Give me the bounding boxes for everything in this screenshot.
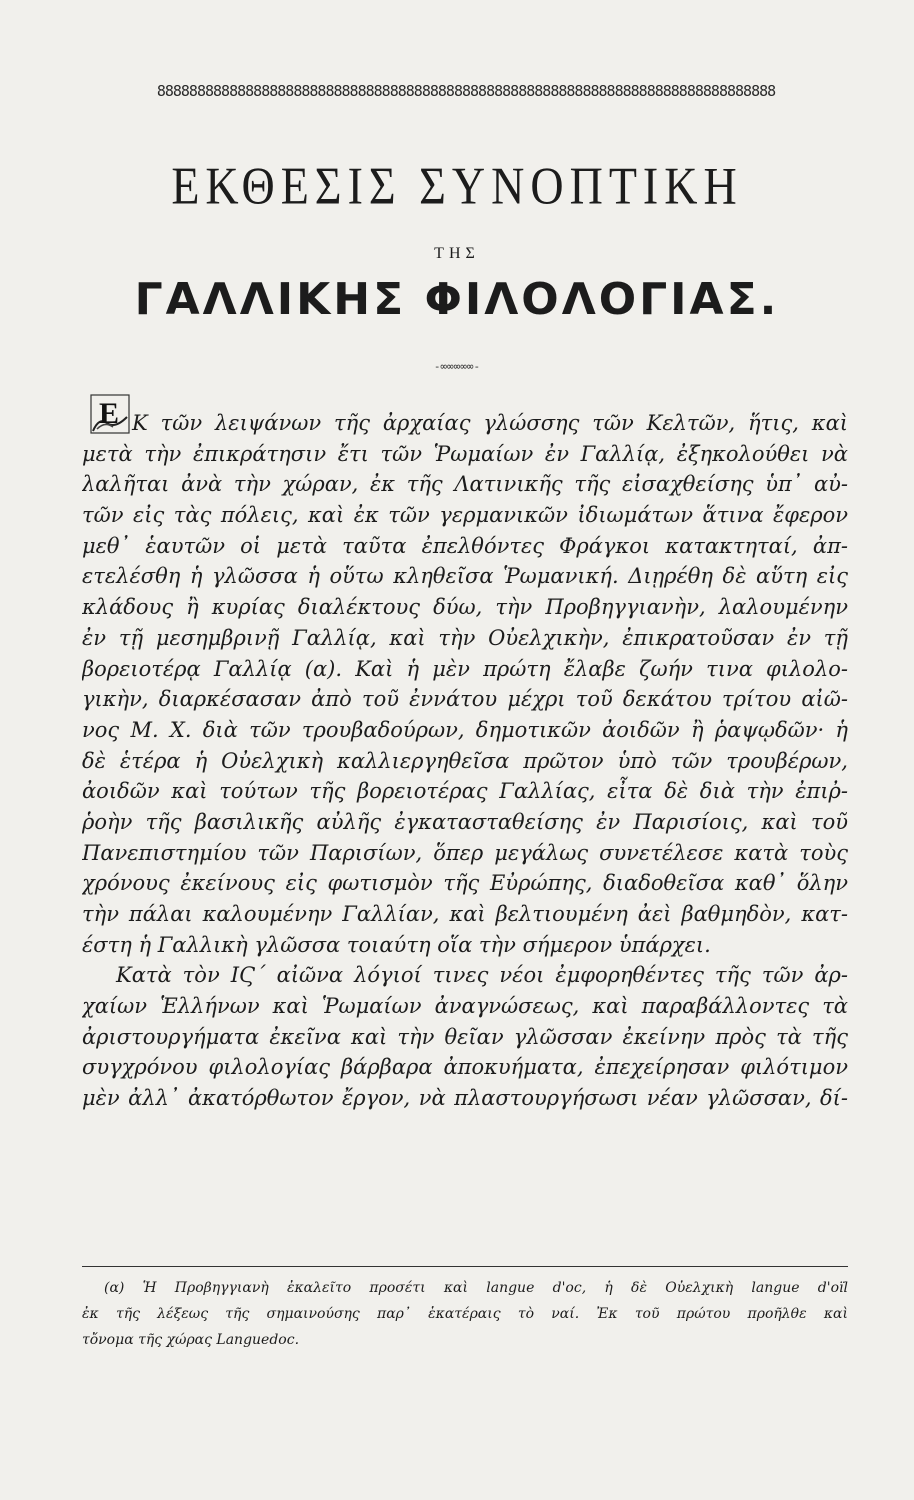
title-line-2: ΤΗΣ (434, 245, 480, 262)
text-line: ῥοὴν τῆς βασιλικῆς αὐλῆς ἐγκατασταθείσης ἐν Παρισίοις, καὶ τοῦ (82, 809, 848, 834)
footnote-divider (82, 1266, 848, 1267)
text-line: ἀριστουργήματα ἐκεῖνα καὶ τὴν θεῖαν γλῶσσαν ἐκείνην πρὸς τὰ τῆς (82, 1024, 848, 1049)
text-line: συγχρόνου φιλολογίας βάρβαρα ἀποκυήματα, ἐπεχείρησαν φιλότιμον (82, 1055, 848, 1080)
small-ornament: -∞∞∞∞∞- (433, 360, 481, 373)
text-line: ἐν τῇ μεσημβρινῇ Γαλλίᾳ, καὶ τὴν Οὐελχικὴν, ἐπικρατοῦσαν ἐν τῇ (82, 625, 848, 650)
text-line: χρόνους ἐκείνους εἰς φωτισμὸν τῆς Εὐρώπης, διαδοθεῖσα καθ᾽ ὅλην (82, 871, 848, 896)
text-line: δὲ ἑτέρα ἡ Οὐελχικὴ καλλιεργηθεῖσα πρῶτον ὑπὸ τῶν τρουβέρων, (82, 748, 848, 773)
footnote-line: τὄνομα τῆς χώρας Languedoc. (82, 1332, 300, 1348)
text-line: νος Μ. Χ. διὰ τῶν τρουβαδούρων, δημοτικῶν ἀοιδῶν ἢ ῥαψῳδῶν· ἡ (82, 717, 848, 742)
text-line: έστη ἡ Γαλλικὴ γλῶσσα τοιαύτη οἵα τὴν σήμερον ὑπάρχει. (82, 932, 711, 957)
title-line-3: ΓΑΛΛΙΚΗΣ ΦΙΛΟΛΟΓΙΑΣ. (134, 274, 780, 325)
text-line: Κατὰ τὸν ΙϚ΄ αἰῶνα λόγιοί τινες νέοι ἐμφορηθέντες τῆς τῶν ἀρ- (116, 963, 848, 988)
text-line: μεθ᾽ ἑαυτῶν οἱ μετὰ ταῦτα ἐπελθόντες Φράγκοι κατακτηταί, ἀπ- (82, 533, 848, 558)
footnote-line: (α) Ἡ Προβηγγιανὴ ἐκαλεῖτο προσέτι καὶ langue d'oc, ἡ δὲ Οὐελχικὴ langue d'oïl (104, 1280, 848, 1296)
text-line: Κ τῶν λειψάνων τῆς ἀρχαίας γλώσσης τῶν Κελτῶν, ἥτις, καὶ (132, 411, 848, 435)
paragraph-1 (82, 408, 848, 960)
text-line: τῶν εἰς τὰς πόλεις, καὶ ἐκ τῶν γερμανικῶν ἰδιωμάτων ἅτινα ἔφερον (82, 503, 848, 528)
title-line-1: ΕΚΘΕΣΙΣ ΣΥΝΟΠΤΙΚΗ (171, 156, 743, 215)
text-line: χαίων Ἑλλήνων καὶ Ῥωμαίων ἀναγνώσεως, καὶ παραβάλλοντες τὰ (82, 994, 848, 1019)
footnote-line: ἐκ τῆς λέξεως τῆς σημαινούσης παρ᾽ ἑκατέραις τὸ ναί. Ἐκ τοῦ πρώτου προῆλθε καὶ (82, 1306, 848, 1322)
text-line: Πανεπιστημίου τῶν Παρισίων, ὅπερ μεγάλως συνετέλεσε κατὰ τοὺς (82, 840, 848, 865)
header-ornament: 88888888888888888888888888888888888888888888888888888888888888888888888888888 (156, 82, 776, 100)
main-text (82, 408, 848, 1114)
text-line: βορειοτέρᾳ Γαλλίᾳ (α). Καὶ ἡ μὲν πρώτη ἔλαβε ζωήν τινα φιλολο- (82, 656, 848, 681)
text-line: κλάδους ἢ κυρίας διαλέκτους δύω, τὴν Προβηγγιανὴν, λαλουμένην (82, 595, 848, 620)
text-line: μετὰ τὴν ἐπικράτησιν ἔτι τῶν Ῥωμαίων ἐν Γαλλίᾳ, ἐξηκολούθει νὰ (82, 441, 848, 466)
text-line: μὲν ἀλλ᾽ ἀκατόρθωτον ἔργον, νὰ πλαστουργήσωσι νέαν γλῶσσαν, δί- (82, 1086, 848, 1111)
paragraph-2 (82, 960, 848, 1113)
text-line: λαλῆται ἀνὰ τὴν χώραν, ἐκ τῆς Λατινικῆς τῆς εἰσαχθείσης ὑπ᾽ αὐ- (82, 472, 848, 497)
svg-text:Ε: Ε (99, 397, 120, 430)
text-line: τὴν πάλαι καλουμένην Γαλλίαν, καὶ βελτιουμένη ἀεὶ βαθμηδὸν, κατ- (82, 902, 848, 926)
text-line: ἀοιδῶν καὶ τούτων τῆς βορειοτέρας Γαλλίας, εἶτα δὲ διὰ τὴν ἐπιῤ- (82, 779, 848, 804)
text-line: ετελέσθη ἡ γλῶσσα ἡ οὕτω κληθεῖσα Ῥωμανική. Διῃρέθη δὲ αὕτη εἰς (82, 564, 848, 589)
footnote (82, 1275, 848, 1353)
text-line: γικὴν, διαρκέσασαν ἀπὸ τοῦ ἐννάτου μέχρι τοῦ δεκάτου τρίτου αἰῶ- (82, 687, 848, 712)
